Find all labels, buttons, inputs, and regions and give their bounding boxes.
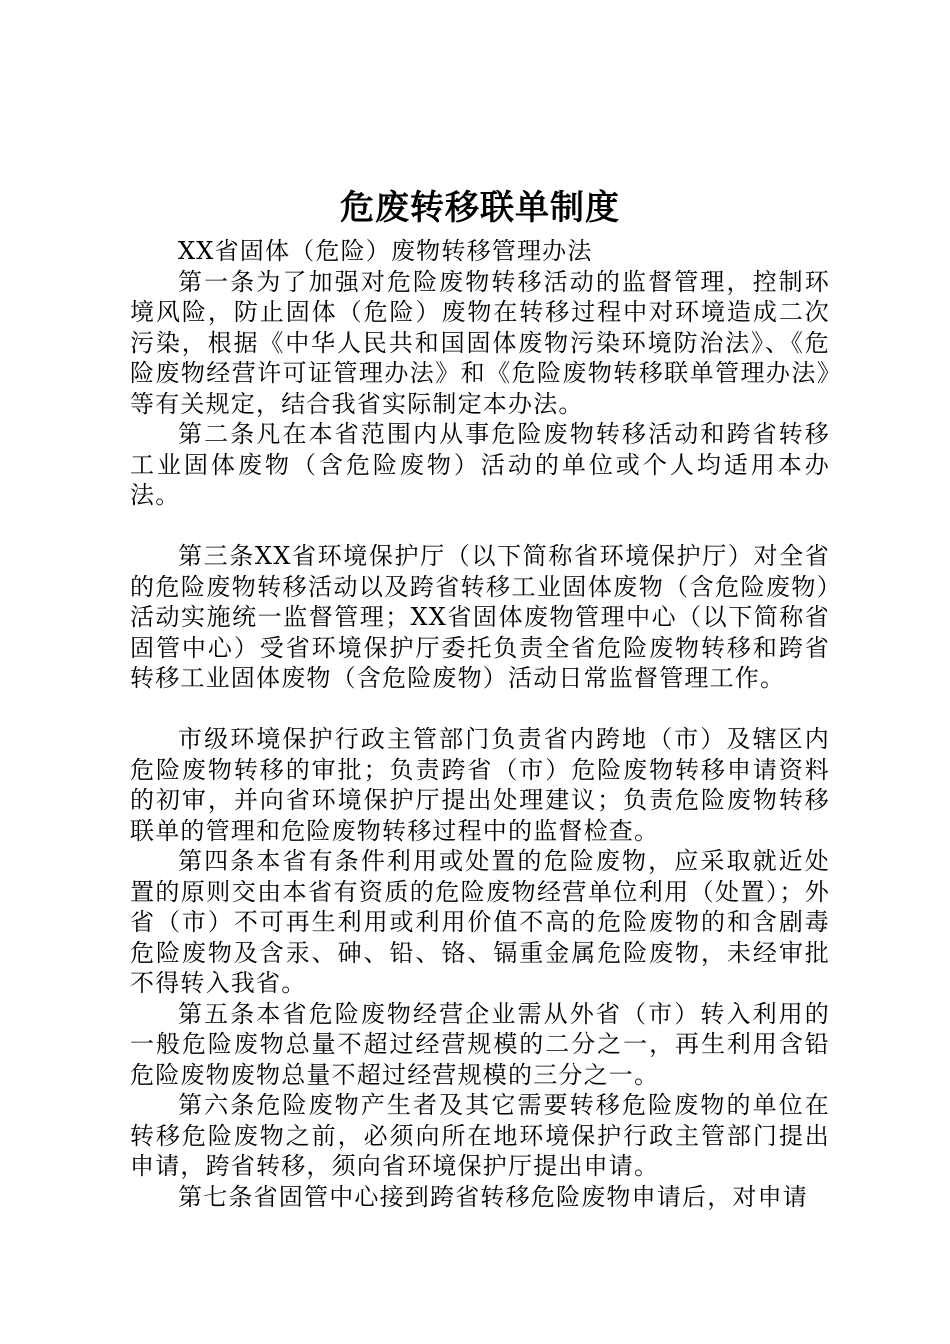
article-3-paragraph: 第三条XX省环境保护厅（以下简称省环境保护厅）对全省的危险废物转移活动以及跨省转移工业固体废物（含危险废物）活动实施统一监督管理；XX省固体废物管理中心（以下简称省固管中心）受省环境保护厅委托负责全省危险废物转移和跨省转移工业固体废物（含危险废物）活动日常监督管理工作。 — [130, 542, 830, 692]
paragraph-spacer — [130, 694, 830, 725]
document-body — [130, 236, 830, 1212]
article-4-paragraph: 第四条本省有条件利用或处置的危险废物，应采取就近处置的原则交由本省有资质的危险废物经营单位利用（处置）；外省（市）不可再生利用或利用价值不高的危险废物的和含剧毒危险废物及含汞、砷、铅、铬、镉重金属危险废物，未经审批不得转入我省。 — [130, 847, 830, 997]
paragraph-spacer — [130, 511, 830, 542]
article-5-paragraph: 第五条本省危险废物经营企业需从外省（市）转入利用的一般危险废物总量不超过经营规模的二分之一，再生利用含铅危险废物废物总量不超过经营规模的三分之一。 — [130, 999, 830, 1089]
article-7-paragraph: 第七条省固管中心接到跨省转移危险废物申请后，对申请 — [178, 1182, 808, 1211]
article-1-paragraph: 第一条为了加强对危险废物转移活动的监督管理，控制环境风险，防止固体（危险）废物在转移过程中对环境造成二次污染，根据《中华人民共和国固体废物污染环境防治法》、《危险废物经营许可证管理办法》和《危险废物转移联单管理办法》等有关规定，结合我省实际制定本办法。 — [130, 267, 830, 418]
document-title: 危废转移联单制度 — [340, 188, 620, 228]
article-6-paragraph: 第六条危险废物产生者及其它需要转移危险废物的单位在转移危险废物之前，必须向所在地环境保护行政主管部门提出申请，跨省转移，须向省环境保护厅提出申请。 — [130, 1091, 830, 1180]
municipal-responsibility-paragraph: 市级环境保护行政主管部门负责省内跨地（市）及辖区内危险废物转移的审批；负责跨省（市）危险废物转移申请资料的初审，并向省环境保护厅提出处理建议；负责危险废物转移联单的管理和危险废物转移过程中的监督检查。 — [130, 725, 830, 845]
document-subtitle: XX省固体（危险）废物转移管理办法 — [178, 237, 593, 265]
article-2-paragraph: 第二条凡在本省范围内从事危险废物转移活动和跨省转移工业固体废物（含危险废物）活动的单位或个人均适用本办法。 — [130, 420, 830, 509]
